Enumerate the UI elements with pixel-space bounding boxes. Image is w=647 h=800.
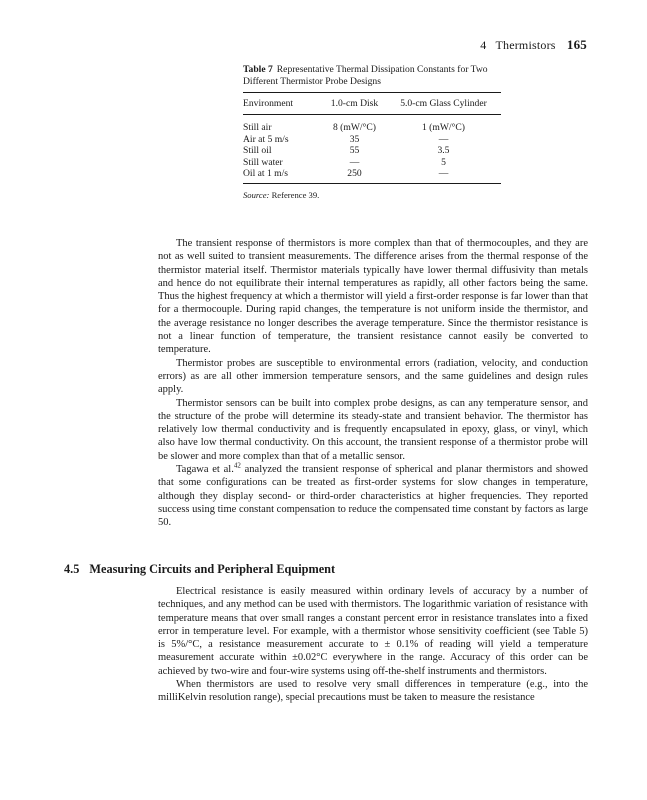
table-cell: 8 (mW/°C) [332, 122, 376, 133]
table-cell: Oil at 1 m/s [243, 168, 289, 179]
chapter-title: Thermistors [495, 38, 556, 52]
paragraph-transient-response: The transient response of thermistors is more complex than that of thermocouples, and they are not as well suited to transient measurements. The difference arises from the thermal response of the thermistor material itself. Thermistor materials typically have lower thermal diffusivity than metals and hence do not equilibrate their internal temperatures as rapidly, all other factors being the same. Thus the highest frequency at which a thermistor will yield a first-order response is far lower than that for a thermocouple. During rapid changes, the temperature is not uniform inside the thermistor, and the average resistance no longer describes the average temperature. Since the thermistor resistance is not a linear function of temperature, the transient resistance cannot easily be converted to temperature. [158, 238, 588, 356]
paragraph-tagawa [158, 463, 588, 529]
table-cell: Air at 5 m/s [243, 133, 289, 145]
table-cell: 5 [441, 156, 446, 168]
citation-superscript: 42 [233, 461, 241, 470]
paragraph-probe-designs: Thermistor sensors can be built into complex probe designs, as can any temperature sensor, and the structure of the probe will determine its steady-state and transient behavior. The thermistor has relatively low thermal conductivity and is frequently encapsulated in epoxy, glass, or vinyl, which also have low thermal conductivity. On this account, the transient response of a thermistor probe will be slower and more complex than that of a metallic sensor. [158, 397, 588, 462]
section-heading [64, 562, 335, 577]
table-row [243, 145, 501, 157]
table-row [243, 168, 501, 183]
dissipation-table [243, 92, 501, 184]
table-cell: 3.5 [437, 145, 450, 156]
table-cell: Still oil [243, 145, 272, 156]
table-7 [243, 64, 501, 200]
table-header-row [243, 93, 501, 115]
paragraph-resistance-measurement: Electrical resistance is easily measured within ordinary levels of accuracy by a number of techniques, and any method can be used with thermistors. The logarithmic variation of resistance with temperature means that over small ranges a constant percent error in resistance translates into a fixed error in temperature level. For example, with a thermistor whose sensitivity coefficient (see Table 5) is 5%/°C, a resistance measurement accurate to ± 0.1% of reading will yield a temperature measurement accurate within ±0.02°C everywhere in the range. Accuracy of this order can be achieved by two-wire and four-wire systems using off-the-shelf instruments and thermistors. [158, 586, 588, 677]
chapter-number: 4 [480, 38, 487, 52]
source-text: Reference 39. [271, 189, 320, 200]
table-cell: — [438, 133, 449, 145]
table-row [243, 134, 501, 146]
page-number: 165 [566, 37, 587, 52]
table-row [243, 115, 501, 134]
table-cell: 250 [347, 168, 362, 179]
table-cell: 1 (mW/°C) [421, 122, 465, 133]
running-head [480, 37, 587, 53]
column-header-environment: Environment [243, 98, 294, 109]
table-row [243, 157, 501, 169]
paragraph-environmental-errors: Thermistor probes are susceptible to environmental errors (radiation, velocity, and conduction errors) as are all other immersion temperature sensors, and the same guidelines and design rules apply. [158, 357, 588, 396]
paragraph-small-differences: When thermistors are used to resolve very small differences in temperature (e.g., into the milliKelvin resolution range), special precautions must be taken to measure the resistance [158, 679, 588, 704]
body-text-lower [158, 585, 588, 705]
table-caption-text: Representative Thermal Dissipation Constants for Two Different Thermistor Probe Designs [243, 64, 488, 87]
table-label: Table 7 [243, 64, 273, 75]
table-caption [243, 64, 501, 88]
table-cell: 55 [349, 145, 360, 156]
body-text-upper [158, 237, 588, 530]
table-cell: Still water [243, 156, 283, 168]
column-header-cylinder: 5.0-cm Glass Cylinder [400, 98, 487, 109]
table-cell: Still air [243, 122, 272, 133]
table-cell: — [438, 168, 449, 179]
table-cell: 35 [349, 133, 360, 145]
section-number: 4.5 [64, 562, 80, 576]
section-title: Measuring Circuits and Peripheral Equipment [89, 562, 336, 576]
table-source [243, 190, 501, 200]
tagawa-lead: Tagawa et al. [176, 464, 234, 476]
table-cell: — [349, 156, 360, 168]
source-label: Source: [243, 189, 270, 200]
column-header-disk: 1.0-cm Disk [330, 98, 379, 109]
tagawa-rest: analyzed the transient response of spherical and planar thermistors and showed that some configurations can be treated as first-order systems for slow changes in temperature, although they display second- or third-order characteristics at higher frequencies. They reported success using time constant compensation to reduce the compensated time constant by factors as large 50. [158, 464, 588, 529]
